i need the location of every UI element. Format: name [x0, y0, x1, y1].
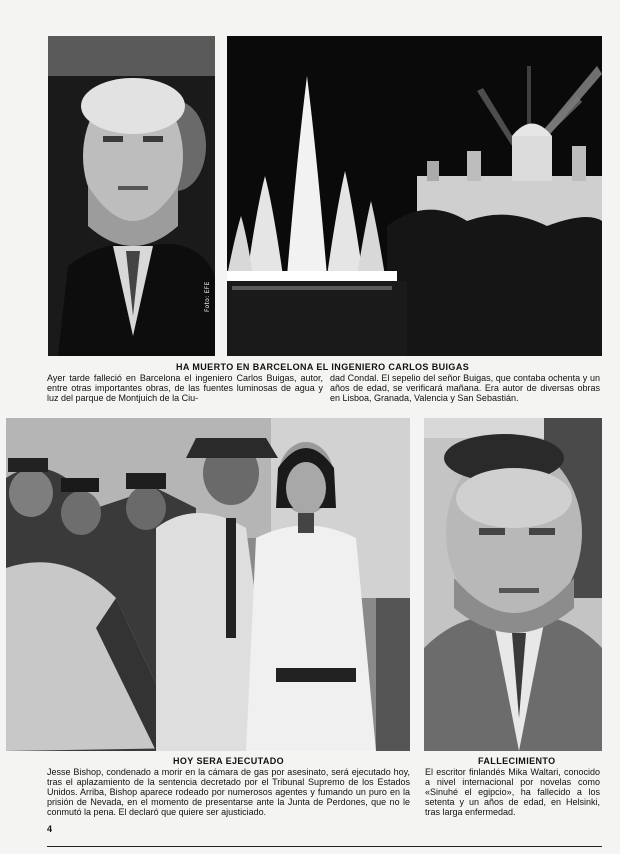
bottom-rule	[47, 846, 602, 847]
body-buigas-col2: dad Condal. El sepelio del señor Buigas, que contaba ochenta y un años de edad, se verificará mañana. Era autor de diversas obras en Lisboa, Granada, Valencia y San Sebastián.	[330, 373, 600, 403]
page-number: 4	[47, 824, 53, 834]
headline-buigas: HA MUERTO EN BARCELONA EL INGENIERO CARLOS BUIGAS	[176, 362, 470, 372]
photo-montjuich-fountain	[227, 36, 602, 356]
photo-waltari-portrait	[424, 418, 602, 751]
photo-credit: Foto: EFE	[204, 281, 211, 312]
headline-bishop: HOY SERA EJECUTADO	[173, 756, 285, 766]
body-buigas-col1: Ayer tarde falleció en Barcelona el ingeniero Carlos Buigas, autor, entre otras importantes obras, de las fuentes luminosas de agua y luz del parque de Montjuich de la Ciu-	[47, 373, 323, 403]
headline-waltari: FALLECIMIENTO	[478, 756, 556, 766]
body-bishop: Jesse Bishop, condenado a morir en la cámara de gas por asesinato, será ejecutado hoy, tras el aplazamiento de la sentencia decretado por el Tribunal Supremo de los Estados Unidos. Arriba, Bishop aparece rodeado por numerosos agentes y fumando un puro en la prisión de Nevada, en el momento de presentarse ante la Junta de Perdones, que no le conmutó la pena. El declaró que quiere ser ajusticiado.	[47, 767, 410, 817]
photo-bishop-prison	[6, 418, 410, 751]
photo-portrait-buigas	[48, 36, 215, 356]
body-waltari: El escritor finlandés Mika Waltari, conocido a nivel internacional por novelas como «Sinuhé el egipcio», ha fallecido a los setenta y un años de edad, en Helsinki, tras larga enfermedad.	[425, 767, 600, 817]
